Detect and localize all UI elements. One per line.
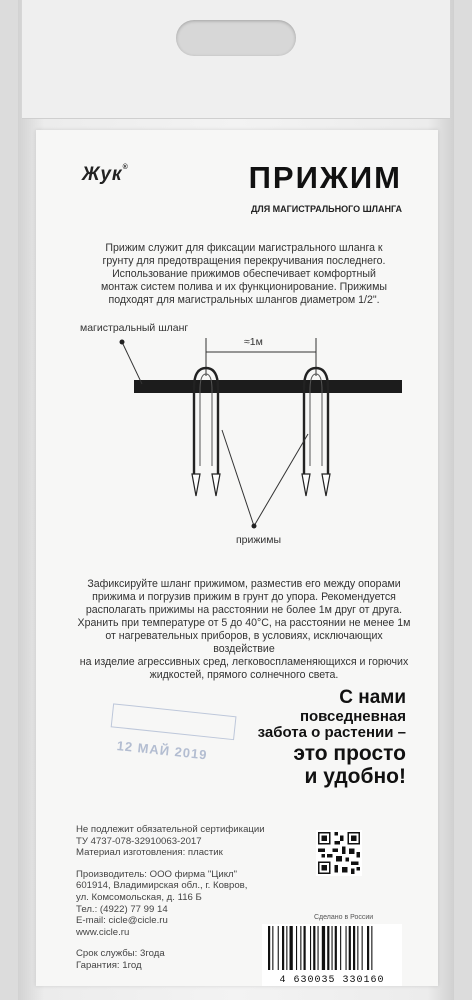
barcode-bar bbox=[272, 926, 273, 970]
pins-leader-left bbox=[222, 430, 254, 526]
pin-right-tip-b bbox=[322, 474, 330, 496]
info-line: 601914, Владимирская обл., г. Ковров, bbox=[76, 880, 248, 892]
barcode-bar bbox=[290, 926, 293, 970]
instructions-line: от нагревательных приборов, в условиях, исключающих воздействие bbox=[105, 630, 383, 655]
barcode-bar bbox=[349, 926, 351, 970]
instructions-paragraph bbox=[76, 578, 412, 682]
barcode-digits: 4 630035 330160 bbox=[279, 975, 385, 986]
barcode-bar bbox=[327, 926, 329, 970]
slogan bbox=[206, 688, 406, 788]
barcode-bar bbox=[296, 926, 297, 970]
product-subtitle: ДЛЯ МАГИСТРАЛЬНОГО ШЛАНГА bbox=[250, 204, 402, 214]
slogan-line: это просто bbox=[293, 741, 406, 765]
hose-shape bbox=[134, 380, 402, 393]
info-line: Не подлежит обязательной сертификации bbox=[76, 824, 265, 835]
barcode-bars-icon bbox=[262, 924, 402, 972]
barcode-bar bbox=[340, 926, 341, 970]
info-spacer bbox=[76, 859, 296, 869]
instructions-line: Хранить при температуре от 5 до 40°С, на расстоянии не менее 1м bbox=[77, 617, 411, 629]
instructions-line: прижима и погрузив прижим в грунт до упора. Рекомендуется bbox=[92, 591, 396, 603]
intro-paragraph bbox=[80, 242, 408, 307]
barcode-bar bbox=[335, 926, 337, 970]
intro-line: Использование прижимов обеспечивает комфортный bbox=[112, 268, 376, 280]
intro-line: Прижим служит для фиксации магистрального шланга к bbox=[105, 242, 383, 254]
info-line: www.cicle.ru bbox=[76, 926, 130, 938]
info-line: Производитель: ООО фирма "Цикл" bbox=[76, 868, 238, 880]
hose-leader-dot bbox=[120, 340, 125, 345]
barcode-bar bbox=[304, 926, 306, 970]
barcode-bar bbox=[318, 926, 319, 970]
info-line: Материал изготовления: пластик bbox=[76, 847, 223, 859]
barcode-bar bbox=[346, 926, 347, 970]
label-card bbox=[36, 130, 438, 986]
info-line: Тел.: (4922) 77 99 14 bbox=[76, 903, 168, 915]
barcode-bar bbox=[362, 926, 363, 970]
slogan-line: повседневная bbox=[299, 707, 406, 725]
product-title: ПРИЖИМ bbox=[248, 160, 402, 195]
slogan-line: забота о растении – bbox=[257, 724, 406, 742]
intro-line: монтаж систем полива и их функционирование. Прижимы bbox=[101, 281, 387, 293]
intro-line: подходят для магистральных шлангов диаметром 1/2". bbox=[108, 294, 380, 306]
made-in-label: Сделано в России bbox=[314, 914, 374, 921]
barcode-bar bbox=[310, 926, 311, 970]
pins-leader-right bbox=[254, 434, 308, 526]
pin-left-tip-b bbox=[212, 474, 220, 496]
brand-logo bbox=[82, 164, 129, 186]
distance-label: ≈1м bbox=[244, 336, 263, 348]
info-line: ул. Комсомольская, д. 116 Б bbox=[76, 891, 202, 903]
barcode-bar bbox=[357, 926, 358, 970]
slogan-line: и удобно! bbox=[304, 764, 406, 788]
info-line: Гарантия: 1год bbox=[76, 959, 142, 971]
barcode-bar bbox=[371, 926, 372, 970]
qr-code-icon bbox=[316, 830, 362, 876]
brand-name: Жук bbox=[82, 164, 123, 185]
pins-leader-dot bbox=[252, 524, 257, 529]
barcode-bar bbox=[282, 926, 284, 970]
info-line: ТУ 4737-078-32910063-2017 bbox=[76, 835, 202, 847]
barcode-bar bbox=[278, 926, 279, 970]
hose-leader-line bbox=[122, 342, 142, 384]
instructions-line: на изделие агрессивных сред, легковоспламеняющихся и горючих bbox=[79, 656, 409, 668]
intro-line: грунту для предотвращения перекручивания последнего. bbox=[102, 255, 386, 267]
instructions-line: располагать прижимы на расстоянии не более 1м друг от друга. bbox=[85, 604, 403, 616]
info-line: E-mail: cicle@cicle.ru bbox=[76, 915, 168, 927]
hang-hole bbox=[176, 20, 296, 56]
barcode-bar bbox=[332, 926, 333, 970]
barcode-bar bbox=[353, 926, 355, 970]
instructions-line: жидкостей, прямого солнечного света. bbox=[149, 669, 339, 681]
barcode-bar bbox=[286, 926, 287, 970]
info-line: Срок службы: 3года bbox=[76, 948, 165, 960]
slogan-line: С нами bbox=[339, 687, 406, 708]
pin-left-tip-a bbox=[192, 474, 200, 496]
stamp-date: 12 МАЙ 2019 bbox=[116, 738, 209, 763]
hose-label: магистральный шланг bbox=[80, 322, 189, 334]
barcode bbox=[262, 924, 402, 986]
barcode-bar bbox=[313, 926, 315, 970]
barcode-bar bbox=[367, 926, 369, 970]
installation-diagram bbox=[36, 314, 438, 574]
instructions-line: Зафиксируйте шланг прижимом, разместив его между опорами bbox=[87, 578, 401, 590]
bag-header-strip bbox=[22, 0, 450, 119]
barcode-bar bbox=[268, 926, 270, 970]
brand-registered-mark: ® bbox=[122, 164, 129, 171]
barcode-bar bbox=[300, 926, 301, 970]
barcode-bar bbox=[322, 926, 325, 970]
pin-right-tip-a bbox=[302, 474, 310, 496]
pins-label: прижимы bbox=[236, 534, 282, 546]
